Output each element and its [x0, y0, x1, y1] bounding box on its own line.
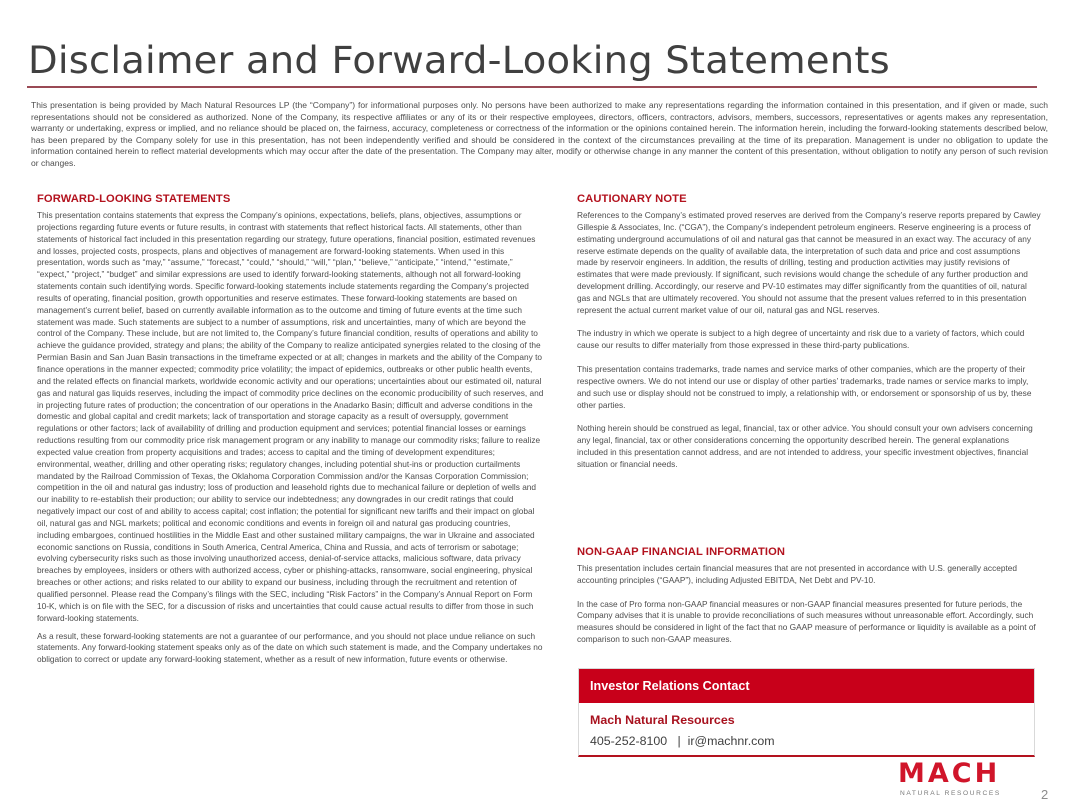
non-gaap-heading: NON-GAAP FINANCIAL INFORMATION — [577, 546, 786, 558]
contact-phone[interactable]: 405-252-8100 — [590, 734, 668, 748]
contact-email-link[interactable]: ir@machnr.com — [687, 734, 775, 748]
forward-looking-heading: FORWARD-LOOKING STATEMENTS — [37, 193, 231, 205]
intro-disclaimer: This presentation is being provided by Mach Natural Resources LP (the “Company”) for informational purposes only. No persons have been authorized to make any representations regarding the information contained in this presentation, and if given or made, such representations should not be considered as authorized. None of the Company, its respective affiliates or any of its or their respective employees, directors, officers, contractors, advisors, members, successors, representatives or agents makes any representation, warranty or undertaking, express or implied, and no reliance should be placed on, the fairness, accuracy, completeness or correctness of the information or the opinions contained herein. The information herein, including the forward-looking statements described below, has been prepared by the Company solely for use in this presentation, has not been independently verified and should be considered in the context of the circumstances prevailing at the time of its preparation. Management is under no obligation to update the information contained herein to reflect material developments which may occur after the date of the presentation. The Company may alter, modify or otherwise change in any manner the content of this presentation, without obligation to notify any person of such revision or changes. — [31, 100, 1048, 168]
contact-details — [579, 733, 1034, 749]
cautionary-paragraph: The industry in which we operate is subject to a high degree of uncertainty and risk due to a variety of factors, which could cause our results to differ materially from those expressed in these third-party publications. — [577, 328, 1025, 351]
contact-company-name: Mach Natural Resources — [590, 713, 735, 727]
page-number: 2 — [1041, 787, 1049, 802]
non-gaap-section — [577, 545, 1042, 652]
mach-logo — [898, 760, 1010, 802]
page-title: Disclaimer and Forward-Looking Statements — [28, 39, 890, 82]
contact-header: Investor Relations Contact — [579, 669, 1034, 703]
forward-looking-section — [37, 192, 545, 672]
cautionary-paragraph: This presentation contains trademarks, trade names and service marks of other companies, which are the property of their respective owners. We do not intend our use or display of other parties’ trademarks, trade names or service marks to imply, and such use or display should not be construed to imply, a relationship with, or endorsement or sponsorship of us by, these other parties. — [577, 364, 1032, 410]
forward-looking-paragraph: As a result, these forward-looking statements are not a guarantee of our performance, and you should not place undue reliance on such statements. Any forward-looking statement speaks only as of the date on which such statement is made, and the Company undertakes no obligation to correct or update any forward-looking statement, whether as a result of new information, future events or otherwise. — [37, 630, 543, 665]
non-gaap-paragraph: This presentation includes certain financial measures that are not presented in accordance with U.S. generally accepted accounting principles (“GAAP”), including Adjusted EBITDA, Net Debt and PV-10. — [577, 563, 1017, 585]
logo-tagline: NATURAL RESOURCES — [900, 790, 1001, 797]
investor-relations-contact-box — [578, 668, 1035, 757]
non-gaap-paragraph: In the case of Pro forma non-GAAP financial measures or non-GAAP financial measures presented for future periods, the Company advises that it is unable to provide reconciliations of such measures without unreasonable effort. Accordingly, such measures should be considered in light of the fact that no GAAP measure of performance or liquidity is available as a point of comparison to such non-GAAP measures. — [577, 598, 1036, 645]
cautionary-paragraph: References to the Company’s estimated proved reserves are derived from the Company’s reserve reports prepared by Cawley Gillespie & Associates, Inc. (“CGA”), the Company’s independent petroleum engineers. Reserve engineering is a process of estimating underground accumulations of oil and natural gas that cannot be measured in an exact way. The accuracy of any reserve estimate depends on the quality of available data, the interpretation of such data and price and cost assumptions made by reservoir engineers. In addition, the results of drilling, testing and production activities may justify revisions of estimates that were made previously. If significant, such revisions would change the schedule of any further production and development drilling. Accordingly, our reserve and PV-10 estimates may differ significantly from the quantities of oil, natural gas and NGLs that are ultimately recovered. You should not assume that the present values referred to in this presentation represent the actual current market value of our oil, natural gas and NGL reserves. — [577, 210, 1041, 315]
cautionary-note-section — [577, 192, 1042, 483]
cautionary-note-heading: CAUTIONARY NOTE — [577, 193, 687, 205]
logo-wordmark: MACH — [898, 758, 1001, 789]
contact-separator: | — [677, 734, 681, 748]
cautionary-paragraph: Nothing herein should be construed as legal, financial, tax or other advice. You should consult your own advisers concerning any legal, financial, tax or other considerations concerning the opportunity described herein. The general explanations included in this presentation cannot address, and are not intended to address, your specific investment objectives, financial situation or financial needs. — [577, 423, 1033, 469]
forward-looking-paragraph: This presentation contains statements that express the Company’s opinions, expectations, beliefs, plans, objectives, assumptions or projections regarding future events or future results, in contrast with statements that reflect historical facts. All statements, other than statements of historical fact included in this presentation regarding our strategy, future operations, financial position, estimated revenues and losses, projected costs, prospects, plans and objectives of management are forward-looking statements. When used in this presentation, words such as “may,” “assume,” “forecast,” “could,” “should,” “will,” “plan,” “believe,” “anticipate,” “intend,” “estimate,” “expect,” “project,” “budget” and similar expressions are used to identify forward-looking statements, although not all forward-looking statements contain such identifying words. Specific forward-looking statements include statements regarding the Company’s projected results of operating, financial position, growth opportunities and reserve estimates. These forward-looking statements are based on management’s current belief, based on currently available information as to the outcome and timing of future events at the time such statement was made. Such statements are subject to a number of assumptions, risk and uncertainties, many of which are beyond the control of the Company. These include, but are not limited to, the Company’s future financial condition, results of operations and ability to achieve the guidance provided, strategy and plans; the ability of the Company to realize anticipated synergies related to the closing of the Permian Basin and San Juan Basin transactions in the timeframe expected or at all; changes in markets and the ability of the Company to finance operations in the manner expected; commodity price volatility; the impact of epidemics, outbreaks or other public health events, and the related effects on financial markets, worldwide economic activity and our operations; uncertainties about our estimated oil, natural gas and natural gas liquids reserves, including the impact of commodity price declines on the economic producibility of such reserves, and in projecting future rates of production; the concentration of our operations in the Anadarko Basin; difficult and adverse conditions in the domestic and global capital and credit markets; lack of transportation and storage capacity as a result of oversupply, government regulations or other factors; lack of availability of drilling and production equipment and services; potential financial losses or earnings reductions resulting from our commodity price risk management program or any inability to manage our commodity risks; failure to realize expected value creation from property acquisitions and trades; access to capital and the timing of development expenditures; environmental, weather, drilling and other operating risks; regulatory changes, including potential shut-ins or production curtailments mandated by the Railroad Commission of Texas, the Oklahoma Corporation Commission and/or the Kansas Corporation Commission; competition in the oil and natural gas industry; loss of production and leasehold rights due to mechanical failure or depletion of wells and our inability to re-establish their production; our ability to service our indebtedness; any downgrades in our credit ratings that could negatively impact our cost of and ability to access capital; cost inflation; the potential for significant new tariffs and their impact on global oil, natural gas and NGL markets; political and economic conditions and events in foreign oil and natural gas producing countries, including embargoes, continued hostilities in the Middle East and other sustained military campaigns, the war in Ukraine and associated economic sanctions on Russia, conditions in South America, Central America, China and Russia, and acts of terrorism or sabotage; evolving cybersecurity risks such as those involving unauthorized access, denial-of-service attacks, malicious software, data privacy breaches by employees, insiders or others with authorized access, cyber or phishing-attacks, ransomware, social engineering, physical breaches or other actions; and risks related to our ability to expand our business, including through the recruitment and retention of qualified personnel. Please read the Company’s filings with the SEC, including “Risk Factors” in the Company’s Annual Report on Form 10-K, which is on file with the SEC, for a discussion of risks and uncertainties that could cause actual results to differ from those in such forward-looking statements. — [37, 210, 544, 623]
title-underline — [27, 86, 1037, 88]
